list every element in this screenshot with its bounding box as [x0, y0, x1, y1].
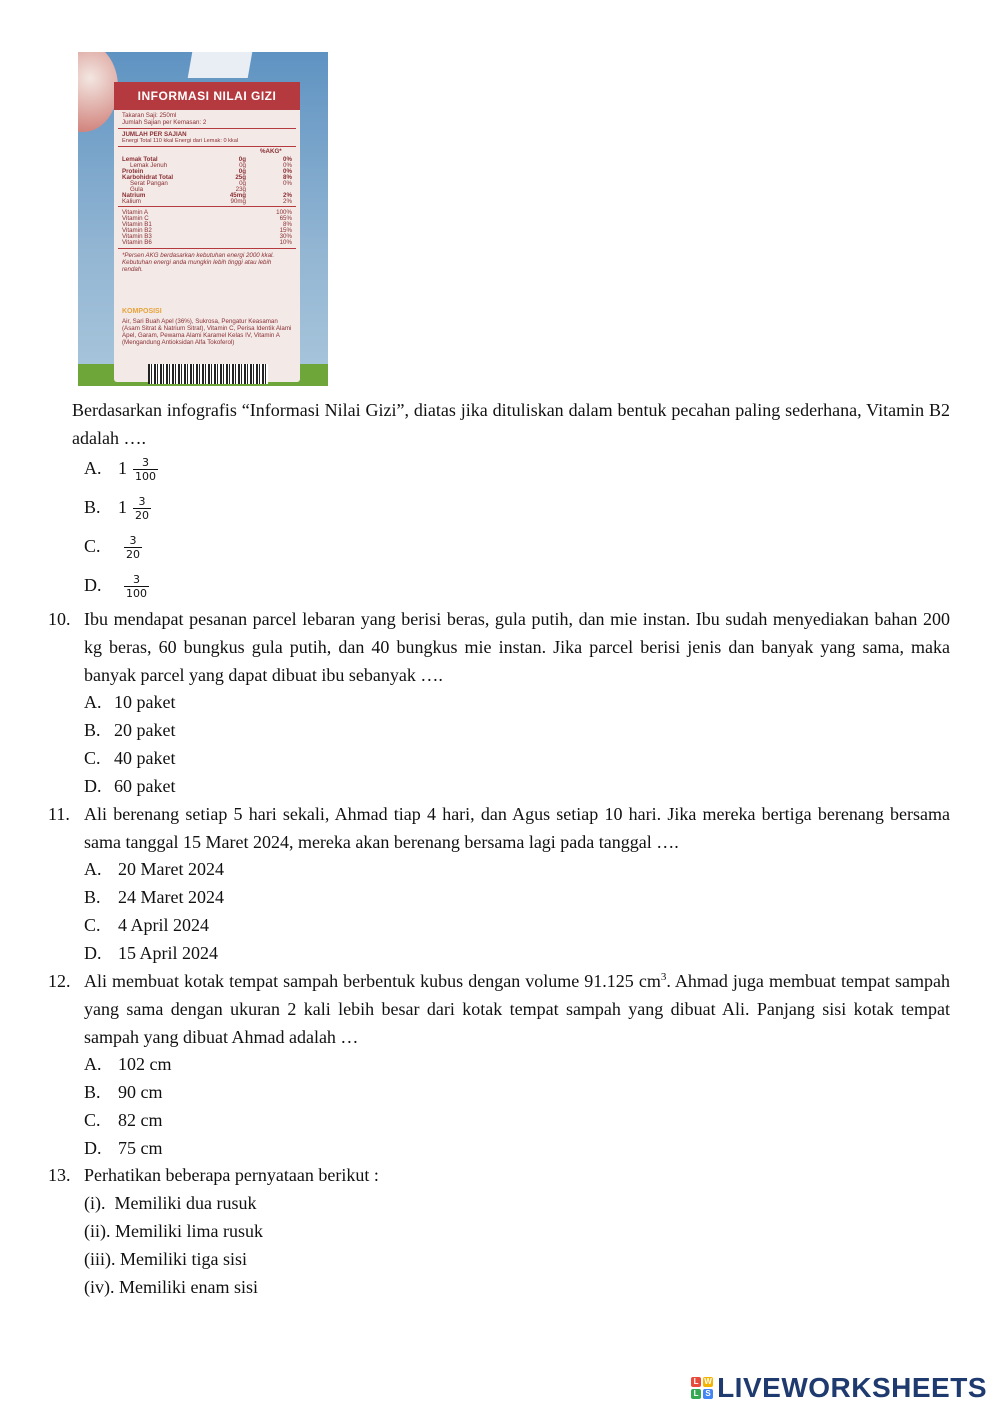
nutrition-label-image: [78, 52, 328, 386]
label-serving: Takaran Saji: 250ml: [122, 112, 177, 119]
q12-option-a[interactable]: A. 102 cm: [84, 1054, 172, 1074]
q11-stem: Ali berenang setiap 5 hari sekali, Ahmad tiap 4 hari, dan Agus setiap 10 hari. Jika mereka bertiga berenang bersama sama tanggal 15 Maret 2024, mereka akan berenang bersama lagi pada tanggal ….: [84, 804, 950, 852]
option-whole: 1: [118, 497, 127, 517]
q12-number: 12.: [48, 971, 71, 991]
q10-option-d[interactable]: D. 60 paket: [84, 776, 176, 796]
q13-stem: Perhatikan beberapa pernyataan berikut :: [84, 1165, 379, 1185]
fraction: $\frac{3}{100}$: [135, 456, 156, 484]
label-row: Lemak Jenuh 0g 0%: [130, 162, 292, 169]
liveworksheets-logo: [691, 1372, 987, 1404]
label-per-serving-title: JUMLAH PER SAJIAN: [122, 131, 187, 138]
label-row: Kalium 90mg 2%: [122, 198, 292, 205]
label-footnote: *Persen AKG berdasarkan kebutuhan energi 2000 kkal. Kebutuhan energi anda mungkin lebih tinggi atau lebih rendah.: [122, 252, 275, 273]
q12-option-b[interactable]: B. 90 cm: [84, 1082, 163, 1102]
label-vitamin-row: Vitamin A 100%: [122, 209, 292, 216]
label-row: Gula 23g: [130, 186, 246, 193]
label-title: INFORMASI NILAI GIZI: [114, 82, 300, 110]
q13-statement: (ii). Memiliki lima rusuk: [84, 1221, 263, 1241]
label-row: Lemak Total 0g 0%: [122, 156, 292, 163]
q10-option-c[interactable]: C. 40 paket: [84, 748, 176, 768]
q11-option-d[interactable]: D. 15 April 2024: [84, 943, 219, 963]
label-divider: [118, 206, 296, 207]
package-graphic: [188, 52, 253, 78]
label-servings-per-pack: Jumlah Sajian per Kemasan: 2: [122, 119, 207, 126]
label-divider: [118, 128, 296, 129]
q11-number: 11.: [48, 804, 70, 824]
label-vitamin-row: Vitamin B3 30%: [122, 233, 292, 240]
q9-option-d[interactable]: D. $\frac{3}{100}$: [84, 573, 147, 601]
label-row: Karbohidrat Total 25g 8%: [122, 174, 292, 181]
label-divider: [118, 248, 296, 249]
option-whole: 1: [118, 458, 127, 478]
q10-number: 10.: [48, 609, 71, 629]
q9-option-b[interactable]: B. 1 $\frac{3}{20}$: [84, 495, 149, 523]
q11-option-c[interactable]: C. 4 April 2024: [84, 915, 210, 935]
label-vitamin-row: Vitamin B1 8%: [122, 221, 292, 228]
q9-option-a[interactable]: A. 1 $\frac{3}{100}$: [84, 456, 156, 484]
label-divider: [118, 146, 296, 147]
q10-option-b[interactable]: B. 20 paket: [84, 720, 176, 740]
fraction: $\frac{3}{20}$: [135, 495, 149, 523]
label-row: Natrium 45mg 2%: [122, 192, 292, 199]
q13-statement: (iv). Memiliki enam sisi: [84, 1277, 258, 1297]
q13-number: 13.: [48, 1165, 71, 1185]
label-energy-line: Energi Total 110 kkal Energi dari Lemak: 0 kkal: [122, 138, 239, 144]
barcode: [148, 364, 268, 384]
label-komposisi-title: KOMPOSISI: [122, 308, 162, 315]
fraction: $\frac{3}{100}$: [126, 573, 147, 601]
label-vitamin-row: Vitamin B2 15%: [122, 227, 292, 234]
label-komposisi: Air, Sari Buah Apel (36%), Sukrosa, Pengatur Keasaman (Asam Sitrat & Natrium Sitrat), Vitamin C, Perisa Identik Alami Apel, Garam, Pewarna Alami Karamel Kelas IV, Vitamin A (Mengandung Antioksidan Alfa Tokoferol): [122, 318, 292, 346]
q9-option-c[interactable]: C. $\frac{3}{20}$: [84, 534, 140, 562]
logo-word: LIVEWORKSHEETS: [717, 1372, 987, 1403]
label-akg-head: %AKG*: [260, 148, 282, 155]
label-row: Protein 0g 0%: [122, 168, 292, 175]
q10-stem: Ibu mendapat pesanan parcel lebaran yang berisi beras, gula putih, dan mie instan. Ibu sudah menyediakan bahan 200 kg beras, 60 bungkus gula putih, dan 40 bungkus mie instan. Jika parcel berisi jenis dan banyak yang sama, maka banyak parcel yang dapat dibuat ibu sebanyak ….: [84, 609, 950, 685]
q13-statement: (i). Memiliki dua rusuk: [84, 1193, 257, 1213]
label-vitamin-row: Vitamin C 65%: [122, 215, 292, 222]
q10-option-a[interactable]: A. 10 paket: [84, 692, 176, 712]
fraction: $\frac{3}{20}$: [126, 534, 140, 562]
q12-option-c[interactable]: C. 82 cm: [84, 1110, 163, 1130]
label-vitamin-row: Vitamin B6 10%: [122, 239, 292, 246]
logo-icon: L W L S: [691, 1377, 713, 1399]
label-row: Serat Pangan 0g 0%: [130, 180, 292, 187]
q11-option-b[interactable]: B. 24 Maret 2024: [84, 887, 224, 907]
q9-stem: Berdasarkan infografis “Informasi Nilai Gizi”, diatas jika dituliskan dalam bentuk pecahan paling sederhana, Vitamin B2 adalah ….: [72, 400, 950, 448]
q13-statement: (iii). Memiliki tiga sisi: [84, 1249, 247, 1269]
q12-option-d[interactable]: D. 75 cm: [84, 1138, 163, 1158]
q12-stem: Ali membuat kotak tempat sampah berbentuk kubus dengan volume 91.125 $cm^3$. Ahmad juga membuat tempat sampah yang sama dengan ukuran 2 kali lebih besar dari kotak tempat sampah yang dibuat Ali. Panjang sisi kotak tempat sampah yang dibuat Ahmad adalah …: [84, 971, 950, 1047]
q11-option-a[interactable]: A. 20 Maret 2024: [84, 859, 224, 879]
